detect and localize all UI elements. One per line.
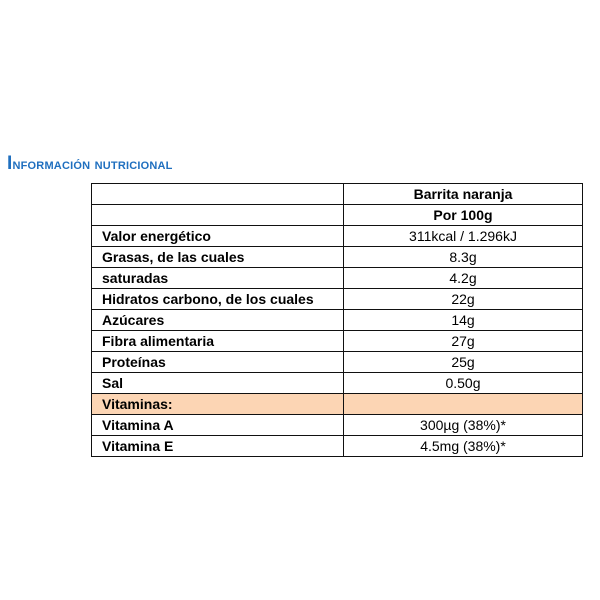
- table-row: [92, 331, 583, 352]
- header-product-name: Barrita naranja: [344, 184, 583, 205]
- row-value: 300µg (38%)*: [344, 415, 583, 436]
- row-label: Azúcares: [92, 310, 344, 331]
- row-label: Valor energético: [92, 226, 344, 247]
- table-row: [92, 373, 583, 394]
- table-row: [92, 268, 583, 289]
- row-label: Vitamina E: [92, 436, 344, 457]
- page-title: [7, 154, 173, 175]
- row-value: 22g: [344, 289, 583, 310]
- table-row: [92, 226, 583, 247]
- row-value: 8.3g: [344, 247, 583, 268]
- row-label: Hidratos carbono, de los cuales: [92, 289, 344, 310]
- row-label: Sal: [92, 373, 344, 394]
- row-value: 311kcal / 1.296kJ: [344, 226, 583, 247]
- row-value: 0.50g: [344, 373, 583, 394]
- table-row: [92, 352, 583, 373]
- header-row-portion: [92, 205, 583, 226]
- row-label: Vitaminas:: [92, 394, 344, 415]
- row-value: 25g: [344, 352, 583, 373]
- table-row-vitamins-header: [92, 394, 583, 415]
- row-value: [344, 394, 583, 415]
- row-label: Fibra alimentaria: [92, 331, 344, 352]
- title-rest: nformación nutricional: [12, 156, 173, 173]
- row-label: Grasas, de las cuales: [92, 247, 344, 268]
- row-value: 14g: [344, 310, 583, 331]
- row-label: Proteínas: [92, 352, 344, 373]
- row-label: saturadas: [92, 268, 344, 289]
- table-row: [92, 436, 583, 457]
- row-value: 27g: [344, 331, 583, 352]
- table-row: [92, 415, 583, 436]
- header-empty-cell: [92, 184, 344, 205]
- header-empty-cell: [92, 205, 344, 226]
- header-portion: Por 100g: [344, 205, 583, 226]
- nutrition-table: [91, 183, 583, 457]
- table-row: [92, 247, 583, 268]
- table-row: [92, 289, 583, 310]
- title-initial: I: [7, 153, 13, 174]
- header-row-product: [92, 184, 583, 205]
- table-row: [92, 310, 583, 331]
- row-value: 4.2g: [344, 268, 583, 289]
- row-label: Vitamina A: [92, 415, 344, 436]
- row-value: 4.5mg (38%)*: [344, 436, 583, 457]
